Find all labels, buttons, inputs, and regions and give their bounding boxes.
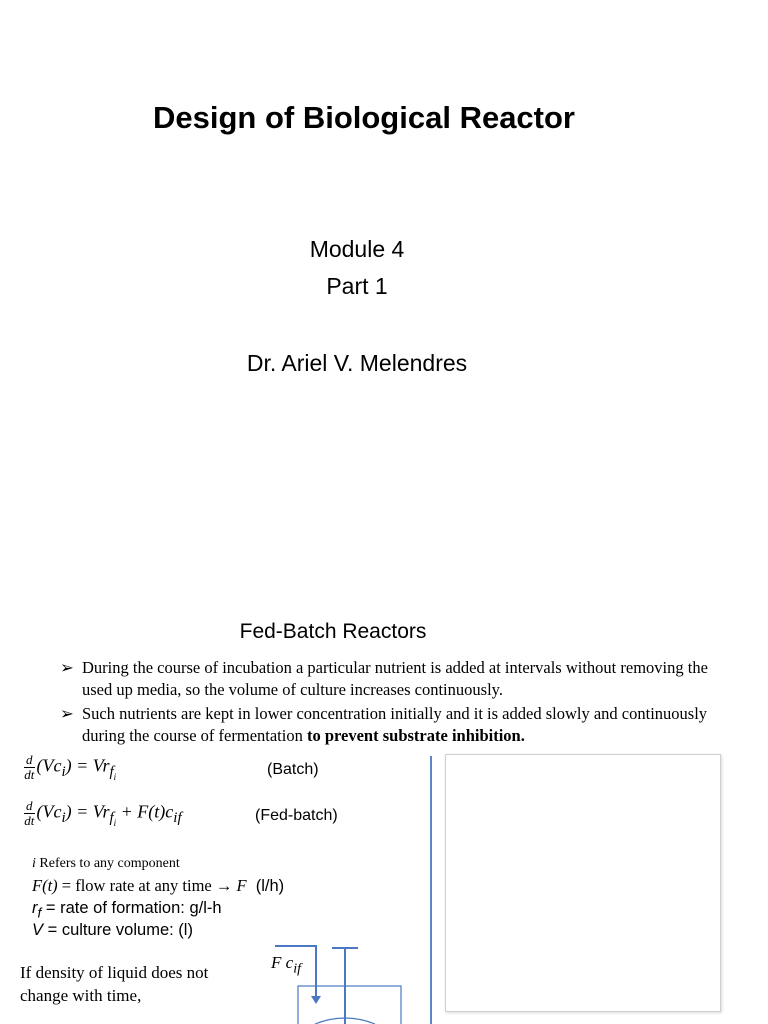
batch-label: (Batch) bbox=[267, 761, 319, 778]
definition-volume: V = culture volume: (l) bbox=[32, 921, 193, 939]
derivative-fraction: $\frac{d}{dt}$ bbox=[24, 798, 35, 828]
feed-label: F $c_{if}$ bbox=[271, 953, 302, 977]
fed-batch-heading: Fed-Batch Reactors bbox=[239, 620, 427, 643]
density-note: change with time, bbox=[20, 986, 142, 1005]
definition-rate-formation: $r_f$ = rate of formation: g/l-h bbox=[32, 899, 222, 921]
feed-pipe bbox=[275, 946, 316, 1000]
slide-title: Design of Biological Reactor bbox=[152, 100, 575, 135]
definition-flow-rate: F(t) = flow rate at any time → F (l/h) bbox=[32, 876, 285, 895]
batch-equation: $\frac{d}{dt}$ $(Vc_i) = Vr_{f_i}$ bbox=[24, 752, 117, 783]
density-note: If density of liquid does not bbox=[20, 963, 209, 982]
bullet-item bbox=[60, 657, 710, 701]
derivative-fraction: $\frac{d}{dt}$ bbox=[24, 752, 35, 782]
bullet-bold-text: to prevent substrate inhibition. bbox=[306, 726, 525, 745]
bullet-item bbox=[60, 703, 710, 747]
bullet-arrow-icon: ➢ bbox=[60, 658, 74, 677]
divider-line bbox=[430, 756, 432, 1024]
reactor-diagram bbox=[260, 940, 420, 1024]
feed-arrow-icon bbox=[311, 996, 321, 1004]
bullet-text: During the course of incubation a particular nutrient is added at intervals without removing the used up media, so the volume of culture increases continuously. bbox=[82, 658, 708, 699]
part-label: Part 1 bbox=[326, 273, 388, 299]
module-label: Module 4 bbox=[309, 236, 405, 262]
fed-batch-equation: $\frac{d}{dt}$ $(Vc_i) = Vr_{f_i} + F(t)c_{if}$ bbox=[24, 798, 182, 829]
bullet-arrow-icon: ➢ bbox=[60, 704, 74, 723]
fed-batch-label: (Fed-batch) bbox=[255, 807, 338, 824]
bullet-text: Such nutrients are kept in lower concentration initially and it is added slowly and continuously during the course of fermentation to prevent substrate inhibition. bbox=[82, 704, 708, 745]
blank-panel bbox=[445, 754, 721, 1012]
author-name: Dr. Ariel V. Melendres bbox=[246, 350, 468, 376]
definition-i: i Refers to any component bbox=[32, 856, 180, 871]
